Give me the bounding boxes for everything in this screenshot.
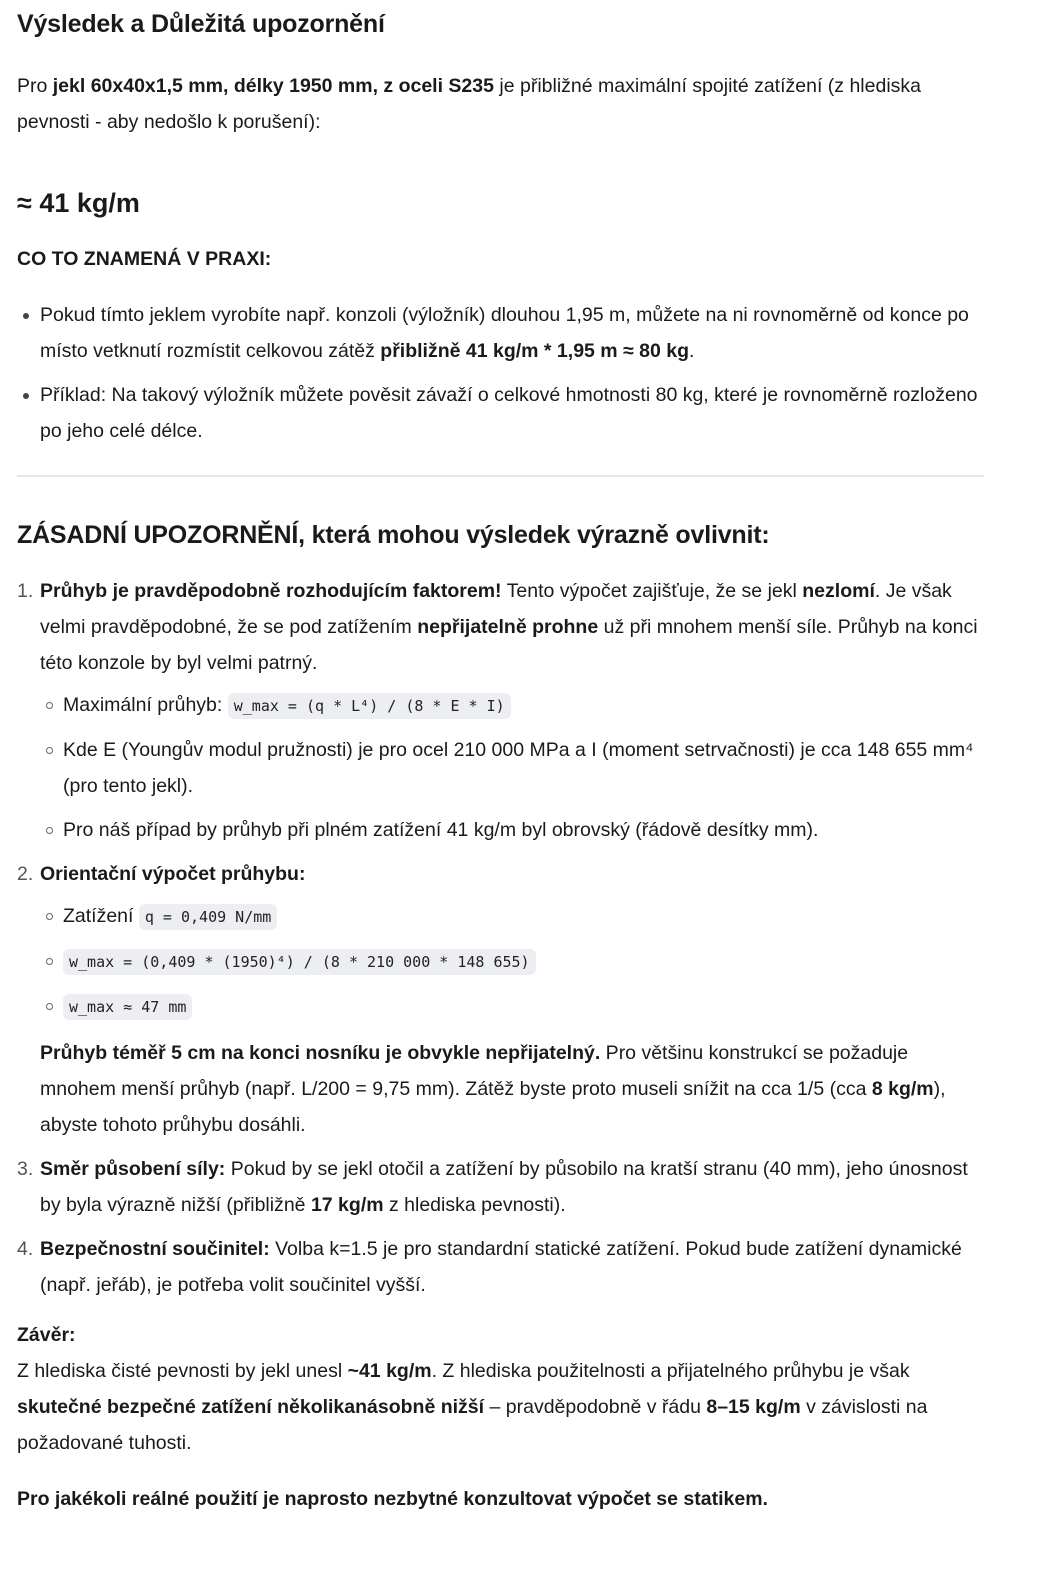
warnings-list xyxy=(17,573,984,1303)
conclusion-bold: ~41 kg/m xyxy=(347,1360,432,1382)
item-number: 4. xyxy=(17,1238,34,1260)
sub-item xyxy=(40,812,984,848)
conclusion-bold: skutečné bezpečné zatížení několikanásobně nižší xyxy=(17,1396,485,1418)
sub-text: Kde E (Youngův modul pružnosti) je pro ocel 210 000 MPa a I (moment setrvačnosti) je cca 148 655 mm⁴ (pro tento jekl). xyxy=(63,739,974,797)
item-bold: nezlomí xyxy=(802,580,875,602)
sub-item xyxy=(40,732,984,804)
item-text: ), abyste tohoto průhybu dosáhli. xyxy=(40,1078,946,1136)
item-text: už při mnohem menší síle. Průhyb na konci této konzole by byl velmi patrný. xyxy=(40,616,978,674)
sub-item xyxy=(40,687,984,724)
item-number: 2. xyxy=(17,863,34,885)
warning-item xyxy=(17,856,984,1143)
item-number: 1. xyxy=(17,580,34,602)
sub-text: Pro náš případ by průhyb při plném zatížení 41 kg/m byl obrovský (řádově desítky mm). xyxy=(63,819,819,841)
item-bold: 8 kg/m xyxy=(871,1078,934,1100)
conclusion-paragraph xyxy=(17,1353,984,1461)
item-bold: Průhyb téměř 5 cm na konci nosníku je obvykle nepřijatelný. xyxy=(40,1042,601,1064)
item-text: Pro většinu konstrukcí se požaduje mnohem menší průhyb (např. L/200 = 9,75 mm). Zátěž byste proto museli snížit na cca 1/5 (cca xyxy=(40,1042,909,1100)
conclusion-text: Z hlediska čisté pevnosti by jekl unesl xyxy=(17,1360,348,1382)
item-bold: Průhyb je pravděpodobně rozhodujícím faktorem! xyxy=(40,580,502,602)
final-note: Pro jakékoli reálné použití je naprosto nezbytné konzultovat výpočet se statikem. xyxy=(17,1488,768,1510)
item-bold: 17 kg/m xyxy=(310,1194,384,1216)
section-heading: ZÁSADNÍ UPOZORNĚNÍ, která mohou výsledek výrazně ovlivnit: xyxy=(17,521,770,549)
intro-bold: jekl 60x40x1,5 mm, délky 1950 mm, z oceli S235 xyxy=(52,75,494,97)
sub-item xyxy=(40,943,984,980)
formula-code: w_max = (0,409 * (1950)⁴) / (8 * 210 000 * 148 655) xyxy=(63,949,536,975)
page-title: Výsledek a Důležitá upozornění xyxy=(17,10,385,38)
formula-code: w_max = (q * L⁴) / (8 * E * I) xyxy=(228,693,511,719)
conclusion-text: . Z hlediska použitelnosti a přijatelného průhybu je však xyxy=(431,1360,910,1382)
divider xyxy=(17,475,984,477)
item-text: . xyxy=(689,340,695,362)
item-text: Příklad: Na takový výložník můžete pověsit závaží o celkové hmotnosti 80 kg, které je rovnoměrně rozloženo po jeho celé délce. xyxy=(40,384,978,442)
item-text: Volba k=1.5 je pro standardní statické zatížení. Pokud bude zatížení dynamické (např. jeřáb), je potřeba volit součinitel vyšší. xyxy=(40,1238,962,1296)
sub-text: Zatížení xyxy=(63,905,139,927)
conclusion-text: v závislosti na požadované tuhosti. xyxy=(17,1396,928,1454)
item-text: z hlediska pevnosti). xyxy=(383,1194,566,1216)
result-value: ≈ 41 kg/m xyxy=(17,188,140,218)
item-bold: přibližně 41 kg/m * 1,95 m ≈ 80 kg xyxy=(380,340,690,362)
formula-code: q = 0,409 N/mm xyxy=(139,904,277,930)
sub-list xyxy=(40,898,984,1025)
intro-text: Pro xyxy=(17,75,53,97)
sub-list xyxy=(40,687,984,848)
sub-text: Maximální průhyb: xyxy=(63,694,228,716)
conclusion-heading: Závěr: xyxy=(17,1324,76,1346)
item-bold: Orientační výpočet průhybu: xyxy=(40,863,306,885)
item-text: . Je však velmi pravděpodobné, že se pod zatížením xyxy=(40,580,952,638)
praxi-heading: CO TO ZNAMENÁ V PRAXI: xyxy=(17,248,272,270)
warning-item xyxy=(17,1151,984,1223)
item-bold: Bezpečnostní součinitel: xyxy=(40,1238,270,1260)
sub-item xyxy=(40,898,984,935)
praxi-list xyxy=(17,297,984,449)
sub-item xyxy=(40,988,984,1025)
deflection-note xyxy=(40,1035,984,1143)
item-text: Pokud tímto jeklem vyrobíte např. konzoli (výložník) dlouhou 1,95 m, můžete na ni rovnoměrně od konce po místo vetknutí rozmístit celkovou zátěž xyxy=(40,304,969,362)
formula-code: w_max ≈ 47 mm xyxy=(63,994,192,1020)
list-item xyxy=(17,377,984,449)
intro-text: je přibližné maximální spojité zatížení (z hlediska pevnosti - aby nedošlo k porušení): xyxy=(17,75,922,133)
list-item xyxy=(17,297,984,369)
item-text: Pokud by se jekl otočil a zatížení by působilo na kratší stranu (40 mm), jeho únosnost by byla výrazně nižší (přibližně xyxy=(40,1158,968,1216)
item-bold: Směr působení síly: xyxy=(40,1158,226,1180)
item-text: Tento výpočet zajišťuje, že se jekl xyxy=(501,580,803,602)
item-number: 3. xyxy=(17,1158,34,1180)
warning-item xyxy=(17,1231,984,1303)
intro-paragraph xyxy=(17,68,984,140)
conclusion-text: – pravděpodobně v řádu xyxy=(484,1396,707,1418)
warning-item xyxy=(17,573,984,848)
conclusion-bold: 8–15 kg/m xyxy=(706,1396,801,1418)
item-bold: nepřijatelně prohne xyxy=(417,616,599,638)
